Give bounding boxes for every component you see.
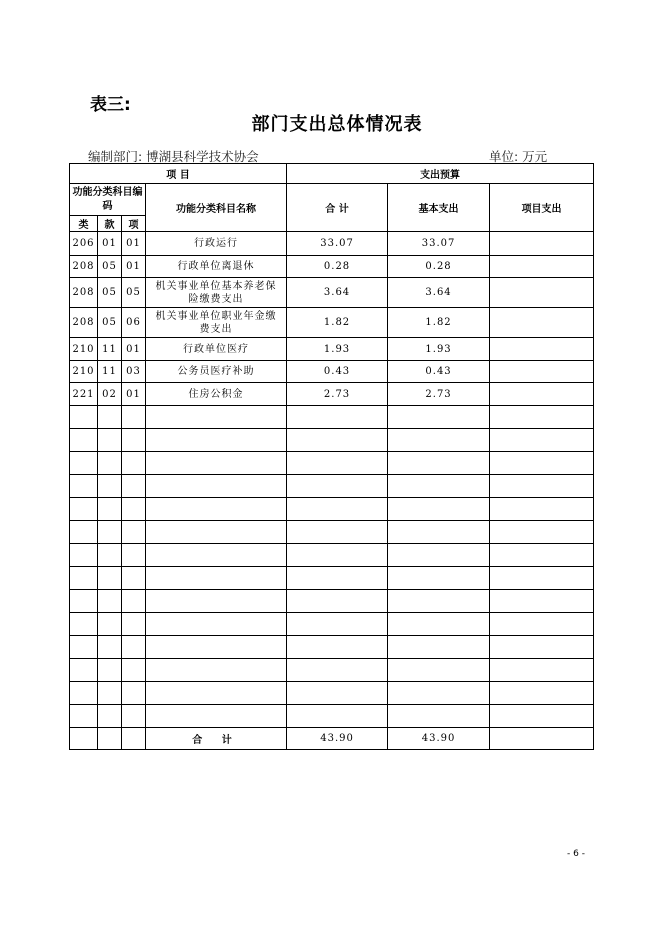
amount-basic: 1.82 bbox=[388, 308, 490, 338]
empty-cell bbox=[490, 521, 594, 544]
code-xiang: 01 bbox=[122, 232, 146, 256]
empty-cell bbox=[122, 452, 146, 475]
item-name: 行政单位离退休 bbox=[146, 256, 287, 278]
empty-cell bbox=[287, 705, 388, 728]
empty-cell bbox=[98, 406, 122, 429]
empty-cell bbox=[388, 452, 490, 475]
page-title: 部门支出总体情况表 bbox=[251, 114, 423, 135]
header-kuan: 款 bbox=[98, 216, 122, 232]
empty-cell bbox=[146, 521, 287, 544]
department-label: 编制部门: 博湖县科学技术协会 bbox=[88, 149, 259, 164]
empty-cell bbox=[122, 705, 146, 728]
empty-cell bbox=[98, 659, 122, 682]
empty-cell bbox=[388, 613, 490, 636]
total-project bbox=[490, 728, 594, 750]
empty-cell bbox=[70, 636, 98, 659]
empty-cell bbox=[146, 705, 287, 728]
code-kuan: 11 bbox=[98, 338, 122, 361]
empty-cell bbox=[388, 521, 490, 544]
empty-cell bbox=[70, 613, 98, 636]
code-kuan: 05 bbox=[98, 308, 122, 338]
empty-cell bbox=[146, 636, 287, 659]
amount-project bbox=[490, 308, 594, 338]
empty-cell bbox=[70, 590, 98, 613]
empty-row bbox=[70, 406, 594, 429]
empty-cell bbox=[122, 429, 146, 452]
empty-cell bbox=[122, 659, 146, 682]
amount-project bbox=[490, 361, 594, 383]
code-lei: 210 bbox=[70, 361, 98, 383]
total-blank bbox=[122, 728, 146, 750]
empty-cell bbox=[70, 659, 98, 682]
empty-cell bbox=[287, 452, 388, 475]
amount-basic: 0.28 bbox=[388, 256, 490, 278]
empty-cell bbox=[287, 498, 388, 521]
amount-basic: 1.93 bbox=[388, 338, 490, 361]
empty-cell bbox=[287, 475, 388, 498]
empty-cell bbox=[122, 544, 146, 567]
empty-row bbox=[70, 613, 594, 636]
empty-cell bbox=[146, 429, 287, 452]
empty-cell bbox=[70, 406, 98, 429]
empty-cell bbox=[490, 452, 594, 475]
empty-cell bbox=[98, 567, 122, 590]
empty-cell bbox=[490, 659, 594, 682]
code-kuan: 02 bbox=[98, 383, 122, 406]
total-amount: 43.90 bbox=[287, 728, 388, 750]
table-label: 表三: bbox=[90, 95, 131, 115]
empty-cell bbox=[98, 521, 122, 544]
empty-cell bbox=[490, 590, 594, 613]
empty-cell bbox=[70, 544, 98, 567]
table-row bbox=[70, 308, 594, 338]
amount-project bbox=[490, 383, 594, 406]
empty-cell bbox=[98, 429, 122, 452]
empty-cell bbox=[490, 636, 594, 659]
empty-row bbox=[70, 659, 594, 682]
header-total-col: 合 计 bbox=[287, 184, 388, 232]
header-project-col: 项目支出 bbox=[490, 184, 594, 232]
item-name: 行政单位医疗 bbox=[146, 338, 287, 361]
empty-row bbox=[70, 452, 594, 475]
empty-cell bbox=[122, 682, 146, 705]
empty-cell bbox=[490, 613, 594, 636]
table-row bbox=[70, 278, 594, 308]
amount-total: 1.82 bbox=[287, 308, 388, 338]
empty-cell bbox=[388, 406, 490, 429]
empty-cell bbox=[98, 705, 122, 728]
empty-cell bbox=[146, 544, 287, 567]
header-name-col: 功能分类科目名称 bbox=[146, 184, 287, 232]
empty-cell bbox=[287, 590, 388, 613]
empty-row bbox=[70, 475, 594, 498]
amount-basic: 3.64 bbox=[388, 278, 490, 308]
empty-cell bbox=[70, 475, 98, 498]
amount-basic: 0.43 bbox=[388, 361, 490, 383]
code-xiang: 06 bbox=[122, 308, 146, 338]
item-name: 机关事业单位基本养老保险缴费支出 bbox=[146, 278, 287, 308]
code-lei: 221 bbox=[70, 383, 98, 406]
empty-cell bbox=[146, 452, 287, 475]
empty-cell bbox=[122, 475, 146, 498]
item-name: 行政运行 bbox=[146, 232, 287, 256]
table-row bbox=[70, 338, 594, 361]
total-label: 合 计 bbox=[146, 728, 287, 750]
empty-cell bbox=[287, 544, 388, 567]
empty-cell bbox=[388, 636, 490, 659]
empty-row bbox=[70, 705, 594, 728]
code-xiang: 03 bbox=[122, 361, 146, 383]
header-basic-col: 基本支出 bbox=[388, 184, 490, 232]
amount-total: 0.43 bbox=[287, 361, 388, 383]
page-number: - 6 - bbox=[567, 849, 585, 859]
empty-cell bbox=[122, 567, 146, 590]
header-lei: 类 bbox=[70, 216, 98, 232]
amount-project bbox=[490, 232, 594, 256]
amount-basic: 33.07 bbox=[388, 232, 490, 256]
empty-row bbox=[70, 590, 594, 613]
amount-project bbox=[490, 256, 594, 278]
total-blank bbox=[98, 728, 122, 750]
code-xiang: 01 bbox=[122, 256, 146, 278]
empty-cell bbox=[490, 544, 594, 567]
empty-cell bbox=[122, 521, 146, 544]
empty-cell bbox=[70, 498, 98, 521]
empty-cell bbox=[287, 521, 388, 544]
header-budget: 支出预算 bbox=[287, 164, 594, 184]
empty-cell bbox=[287, 682, 388, 705]
empty-cell bbox=[388, 475, 490, 498]
amount-project bbox=[490, 338, 594, 361]
code-kuan: 05 bbox=[98, 278, 122, 308]
empty-cell bbox=[388, 567, 490, 590]
empty-row bbox=[70, 636, 594, 659]
empty-cell bbox=[490, 498, 594, 521]
code-xiang: 01 bbox=[122, 383, 146, 406]
empty-cell bbox=[122, 636, 146, 659]
empty-cell bbox=[490, 682, 594, 705]
empty-cell bbox=[287, 567, 388, 590]
header-row-1 bbox=[70, 164, 594, 184]
item-name: 公务员医疗补助 bbox=[146, 361, 287, 383]
empty-cell bbox=[146, 498, 287, 521]
empty-cell bbox=[70, 429, 98, 452]
empty-cell bbox=[122, 406, 146, 429]
empty-cell bbox=[98, 498, 122, 521]
total-row bbox=[70, 728, 594, 750]
header-xiang: 项 bbox=[122, 216, 146, 232]
empty-cell bbox=[287, 429, 388, 452]
amount-basic: 2.73 bbox=[388, 383, 490, 406]
empty-cell bbox=[388, 659, 490, 682]
amount-total: 0.28 bbox=[287, 256, 388, 278]
code-kuan: 05 bbox=[98, 256, 122, 278]
code-xiang: 05 bbox=[122, 278, 146, 308]
amount-project bbox=[490, 278, 594, 308]
empty-cell bbox=[388, 544, 490, 567]
empty-cell bbox=[98, 590, 122, 613]
table-row bbox=[70, 361, 594, 383]
empty-cell bbox=[98, 475, 122, 498]
empty-cell bbox=[70, 567, 98, 590]
empty-cell bbox=[146, 406, 287, 429]
empty-cell bbox=[287, 406, 388, 429]
empty-row bbox=[70, 544, 594, 567]
code-lei: 210 bbox=[70, 338, 98, 361]
empty-cell bbox=[146, 567, 287, 590]
empty-row bbox=[70, 521, 594, 544]
code-kuan: 11 bbox=[98, 361, 122, 383]
empty-cell bbox=[146, 590, 287, 613]
empty-cell bbox=[98, 682, 122, 705]
amount-total: 33.07 bbox=[287, 232, 388, 256]
empty-row bbox=[70, 567, 594, 590]
empty-cell bbox=[146, 659, 287, 682]
total-blank bbox=[70, 728, 98, 750]
empty-cell bbox=[388, 682, 490, 705]
empty-cell bbox=[146, 682, 287, 705]
table-row bbox=[70, 383, 594, 406]
header-code-group: 功能分类科目编码 bbox=[70, 184, 146, 216]
code-lei: 208 bbox=[70, 256, 98, 278]
expenditure-table bbox=[69, 163, 594, 750]
empty-cell bbox=[146, 475, 287, 498]
header-row-2 bbox=[70, 184, 594, 216]
empty-cell bbox=[287, 613, 388, 636]
empty-cell bbox=[122, 590, 146, 613]
empty-cell bbox=[146, 613, 287, 636]
empty-cell bbox=[388, 429, 490, 452]
table-row bbox=[70, 256, 594, 278]
empty-cell bbox=[388, 498, 490, 521]
empty-cell bbox=[490, 705, 594, 728]
code-kuan: 01 bbox=[98, 232, 122, 256]
empty-row bbox=[70, 498, 594, 521]
unit-label: 单位: 万元 bbox=[489, 149, 548, 164]
empty-cell bbox=[70, 521, 98, 544]
header-item: 项 目 bbox=[70, 164, 287, 184]
empty-cell bbox=[388, 705, 490, 728]
item-name: 住房公积金 bbox=[146, 383, 287, 406]
empty-cell bbox=[98, 544, 122, 567]
code-xiang: 01 bbox=[122, 338, 146, 361]
empty-cell bbox=[98, 452, 122, 475]
amount-total: 2.73 bbox=[287, 383, 388, 406]
empty-cell bbox=[287, 636, 388, 659]
empty-row bbox=[70, 429, 594, 452]
empty-cell bbox=[98, 613, 122, 636]
code-lei: 208 bbox=[70, 308, 98, 338]
code-lei: 208 bbox=[70, 278, 98, 308]
empty-cell bbox=[70, 705, 98, 728]
empty-cell bbox=[70, 682, 98, 705]
table-row bbox=[70, 232, 594, 256]
empty-cell bbox=[122, 498, 146, 521]
empty-cell bbox=[122, 613, 146, 636]
empty-cell bbox=[98, 636, 122, 659]
empty-cell bbox=[490, 406, 594, 429]
empty-cell bbox=[490, 429, 594, 452]
empty-cell bbox=[388, 590, 490, 613]
empty-row bbox=[70, 682, 594, 705]
amount-total: 1.93 bbox=[287, 338, 388, 361]
total-basic: 43.90 bbox=[388, 728, 490, 750]
empty-cell bbox=[490, 475, 594, 498]
item-name: 机关事业单位职业年金缴费支出 bbox=[146, 308, 287, 338]
empty-cell bbox=[490, 567, 594, 590]
empty-cell bbox=[287, 659, 388, 682]
code-lei: 206 bbox=[70, 232, 98, 256]
empty-cell bbox=[70, 452, 98, 475]
amount-total: 3.64 bbox=[287, 278, 388, 308]
